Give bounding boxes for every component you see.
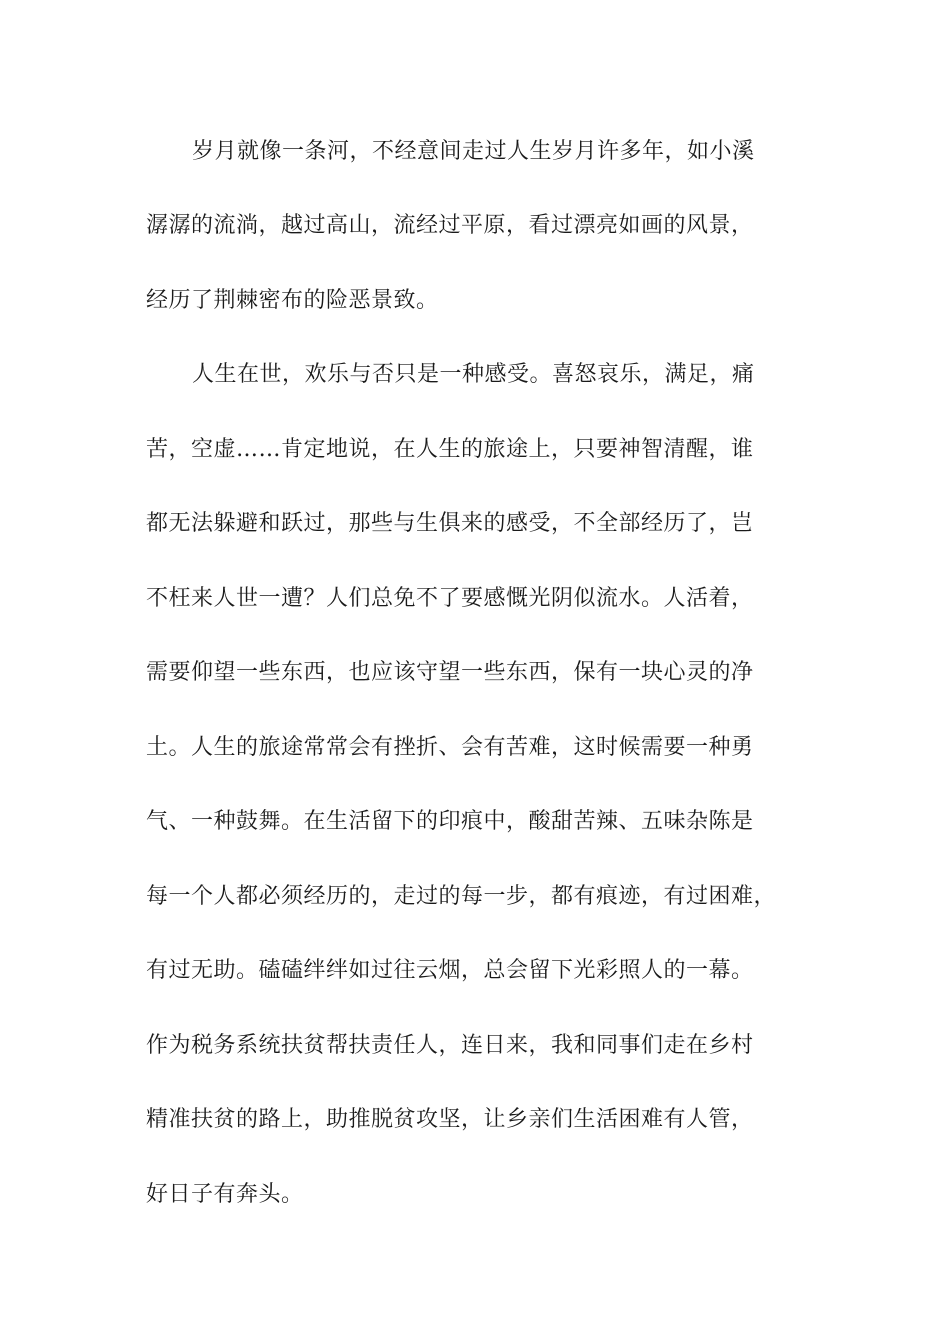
paragraph-2-line-11: 精准扶贫的路上，助推脱贫攻坚，让乡亲们生活困难有人管，: [146, 1107, 754, 1132]
paragraph-2-line-1: 人生在世，欢乐与否只是一种感受。喜怒哀乐，满足，痛: [192, 362, 755, 387]
paragraph-1-line-2: 潺潺的流淌，越过高山，流经过平原，看过漂亮如画的风景，: [146, 213, 754, 238]
paragraph-2-line-12: 好日子有奔头。: [146, 1182, 304, 1207]
paragraph-2-line-8: 每一个人都必须经历的，走过的每一步，都有痕迹，有过困难，: [146, 884, 777, 909]
paragraph-2-line-6: 土。人生的旅途常常会有挫折、会有苦难，这时候需要一种勇: [146, 735, 754, 760]
paragraph-2-line-5: 需要仰望一些东西，也应该守望一些东西，保有一块心灵的净: [146, 660, 754, 685]
paragraph-2-line-4: 不枉来人世一遭？人们总免不了要感慨光阴似流水。人活着，: [146, 586, 754, 611]
paragraph-1-line-3: 经历了荆棘密布的险恶景致。: [146, 288, 439, 313]
paragraph-2-line-9: 有过无助。磕磕绊绊如过往云烟，总会留下光彩照人的一幕。: [146, 958, 754, 983]
paragraph-2-line-3: 都无法躲避和跃过，那些与生俱来的感受，不全部经历了，岂: [146, 511, 754, 536]
paragraph-1-line-1: 岁月就像一条河，不经意间走过人生岁月许多年，如小溪: [192, 139, 755, 164]
paragraph-2-line-7: 气、一种鼓舞。在生活留下的印痕中，酸甜苦辣、五味杂陈是: [146, 809, 754, 834]
paragraph-2-line-10: 作为税务系统扶贫帮扶责任人，连日来，我和同事们走在乡村: [146, 1033, 754, 1058]
paragraph-2-line-2: 苦，空虚……肯定地说，在人生的旅途上，只要神智清醒，谁: [146, 437, 754, 462]
